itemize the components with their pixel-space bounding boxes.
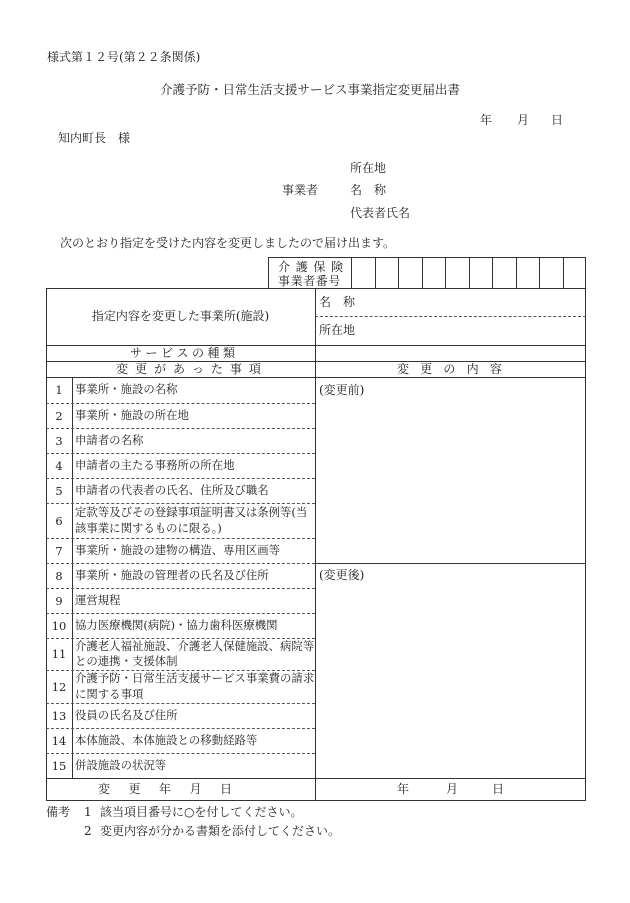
table-rule	[46, 778, 586, 779]
digit-box-divider	[351, 257, 352, 289]
change-item-number: 5	[55, 483, 63, 498]
change-before-label: (変更前)	[319, 383, 365, 397]
change-item-number: 11	[51, 647, 67, 661]
change-after-content	[316, 564, 585, 778]
change-item-text: 介護老人福祉施設、介護老人保健施設、病院等との連携・支援体制	[75, 638, 315, 668]
submission-month-label: 月	[517, 113, 530, 127]
change-item-row	[46, 613, 315, 638]
business-number-label-line2: 事業者番号	[278, 274, 342, 288]
note-number: 2	[84, 824, 92, 838]
changed-items-header: 変更があった事項	[116, 362, 268, 376]
change-item-number: 13	[51, 708, 67, 723]
change-item-row	[46, 638, 315, 670]
change-after-label: (変更後)	[319, 568, 365, 582]
change-item-row	[46, 403, 315, 428]
facility-name-label: 名 称	[319, 295, 356, 309]
note-number: 1	[84, 805, 92, 819]
change-item-row	[46, 538, 315, 563]
submission-day-label: 日	[551, 113, 564, 127]
change-item-number: 1	[55, 383, 63, 397]
change-content-header: 変更の内容	[397, 362, 514, 376]
notes-label: 備考	[46, 805, 71, 819]
change-item-row	[46, 377, 315, 403]
facility-address-label: 所在地	[319, 323, 356, 337]
digit-box-divider	[445, 257, 446, 289]
change-item-number: 9	[55, 593, 63, 608]
change-item-text: 事業所・施設の建物の構造、専用区画等	[75, 542, 281, 557]
change-item-text: 事業所・施設の管理者の氏名及び住所	[75, 567, 269, 582]
addressee: 知内町長 様	[58, 131, 131, 145]
change-item-text: 申請者の名称	[75, 432, 144, 447]
intro-text: 次のとおり指定を受けた内容を変更しましたので届け出ます。	[60, 236, 396, 250]
digit-box-divider	[539, 257, 540, 289]
change-item-number: 6	[55, 513, 63, 528]
change-item-row	[46, 670, 315, 703]
change-item-text: 協力医療機関(病院)・協力歯科医療機関	[75, 617, 278, 632]
change-item-text: 運営規程	[75, 592, 121, 607]
change-item-text: 事業所・施設の所在地	[75, 407, 189, 422]
applicant-name-label: 名 称	[350, 183, 387, 197]
applicant-label: 事業者	[282, 183, 319, 197]
change-date-label: 変更年月日	[98, 782, 251, 796]
form-title: 介護予防・日常生活支援サービス事業指定変更届出書	[159, 82, 460, 97]
change-item-row	[46, 428, 315, 453]
note-text: 変更内容が分かる書類を添付してください。	[100, 824, 341, 838]
business-number-label-line1: 介護保険	[278, 260, 349, 274]
change-item-number: 12	[51, 679, 67, 694]
change-date-year-label: 年	[397, 782, 410, 796]
change-item-number: 2	[55, 408, 63, 423]
change-item-text: 併設施設の状況等	[75, 757, 167, 772]
applicant-representative-label: 代表者氏名	[350, 206, 411, 220]
digit-box-divider	[516, 257, 517, 289]
change-item-text: 定款等及びその登録事項証明書又は条例等(当該事業に関するものに限る。)	[75, 505, 308, 535]
digit-box-divider	[492, 257, 493, 289]
change-date-day-label: 日	[492, 782, 505, 796]
service-type-label: サービスの種類	[130, 346, 239, 360]
digit-box-divider	[375, 257, 376, 289]
change-item-row	[46, 753, 315, 778]
form-number: 様式第１２号(第２２条関係)	[47, 50, 201, 64]
applicant-address-label: 所在地	[350, 161, 387, 175]
change-item-text: 本体施設、本体施設との移動経路等	[75, 732, 258, 747]
change-item-text: 事業所・施設の名称	[75, 382, 178, 397]
change-item-number: 10	[51, 618, 67, 633]
change-item-number: 8	[55, 568, 63, 583]
change-item-number: 14	[51, 733, 67, 748]
submission-year-label: 年	[480, 113, 493, 127]
change-item-row	[46, 703, 315, 728]
digit-box-divider	[563, 257, 564, 289]
change-item-row	[46, 453, 315, 478]
change-item-row	[46, 478, 315, 503]
change-item-row	[46, 728, 315, 753]
change-item-number: 3	[55, 433, 63, 448]
facility-label: 指定内容を変更した事業所(施設)	[91, 309, 270, 323]
change-before-content	[316, 378, 585, 563]
change-item-text: 介護予防・日常生活支援サービス事業費の請求に関する事項	[75, 671, 315, 701]
change-item-text: 申請者の主たる事務所の所在地	[75, 457, 235, 472]
digit-box-divider	[398, 257, 399, 289]
change-date-month-label: 月	[446, 782, 459, 796]
change-item-number: 15	[51, 758, 67, 773]
change-item-row	[46, 563, 315, 588]
change-item-row	[46, 588, 315, 613]
change-item-row	[46, 503, 315, 538]
change-item-text: 申請者の代表者の氏名、住所及び職名	[75, 482, 269, 497]
change-item-number: 4	[55, 458, 63, 473]
change-item-text: 役員の氏名及び住所	[75, 707, 178, 722]
digit-box-divider	[422, 257, 423, 289]
facility-name-divider	[315, 316, 586, 317]
digit-box-divider	[469, 257, 470, 289]
table-rule	[46, 345, 586, 346]
note-text: 該当項目番号に○を付してください。	[100, 805, 303, 819]
change-item-number: 7	[55, 543, 63, 558]
